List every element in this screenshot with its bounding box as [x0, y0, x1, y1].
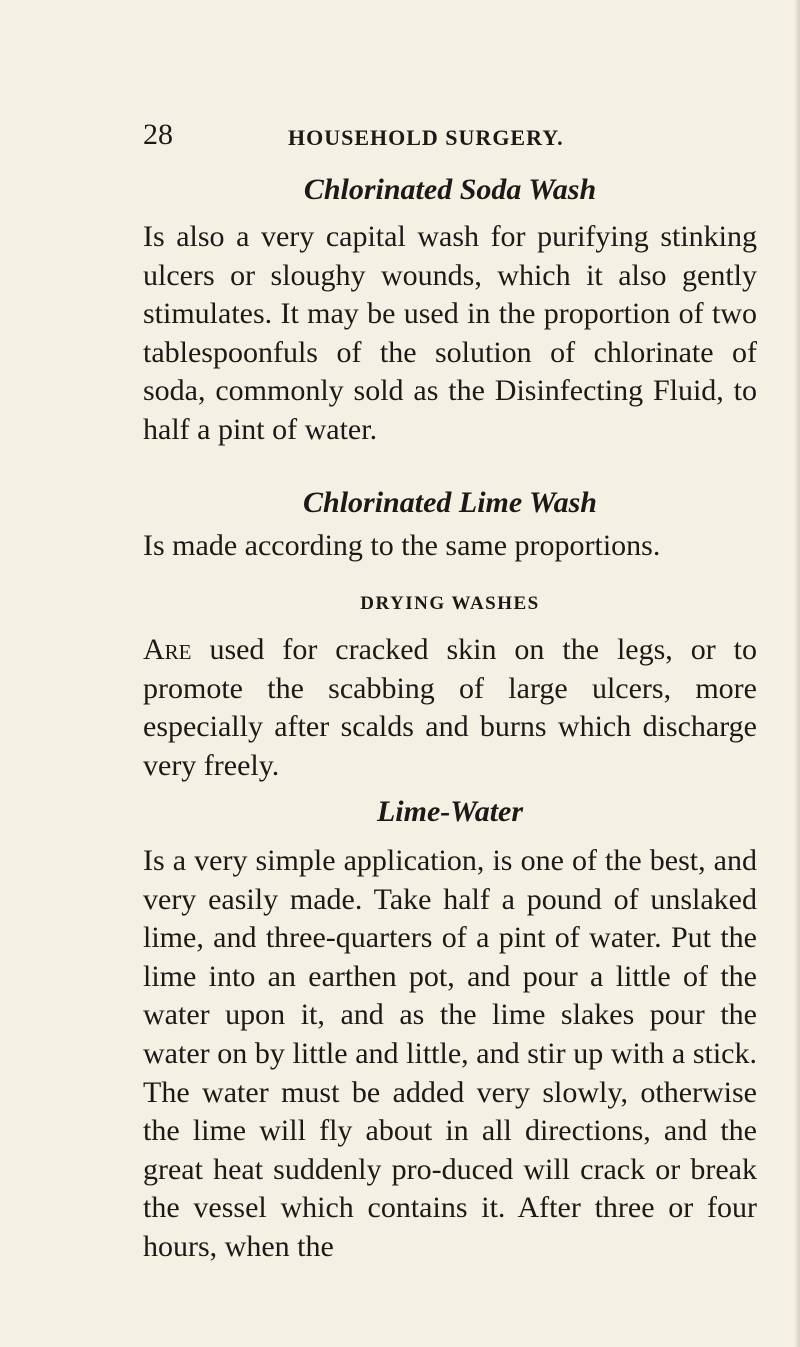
paragraph-text: used for cracked skin on the legs, or to promote the scabbing of large ulcers, more especially after scalds and burns which discharge very freely. — [143, 633, 757, 782]
page-number: 28 — [143, 118, 173, 151]
section-title: Lime-Water — [376, 795, 524, 828]
page-header — [143, 117, 763, 157]
section-title: Chlorinated Soda Wash — [303, 173, 597, 206]
section-title: DRYING WASHES — [360, 593, 540, 614]
section-title: Chlorinated Lime Wash — [303, 486, 597, 519]
section-chlorinated-soda-wash — [143, 170, 757, 450]
lead-word: Are — [143, 633, 192, 666]
section-paragraph — [143, 631, 757, 785]
section-lime-water — [143, 792, 757, 1267]
section-paragraph: Is also a very capital wash for purifying stinking ulcers or sloughy wounds, which it also gently stimulates. It may be used in the proportion of two tablespoonfuls of the solution of chlorinate of soda, commonly sold as the Disinfecting Fluid, to half a pint of water. — [143, 220, 757, 446]
section-drying-washes — [143, 589, 757, 785]
section-chlorinated-lime-wash — [143, 483, 757, 566]
page-edge-shadow — [794, 0, 800, 1347]
section-paragraph: Is made according to the same proportions. — [143, 529, 661, 562]
running-head: HOUSEHOLD SURGERY. — [288, 125, 564, 150]
section-paragraph: Is a very simple application, is one of the best, and very easily made. Take half a pound of unslaked lime, and three-quarters of a pint of water. Put the lime into an earthen pot, and pour a little of the water upon it, and as the lime slakes pour the water on by little and little, and stir up with a stick. The water must be added very slowly, otherwise the lime will fly about in all directions, and the great heat suddenly pro-duced will crack or break the vessel which contains it. After three or four hours, when the — [143, 844, 757, 1263]
